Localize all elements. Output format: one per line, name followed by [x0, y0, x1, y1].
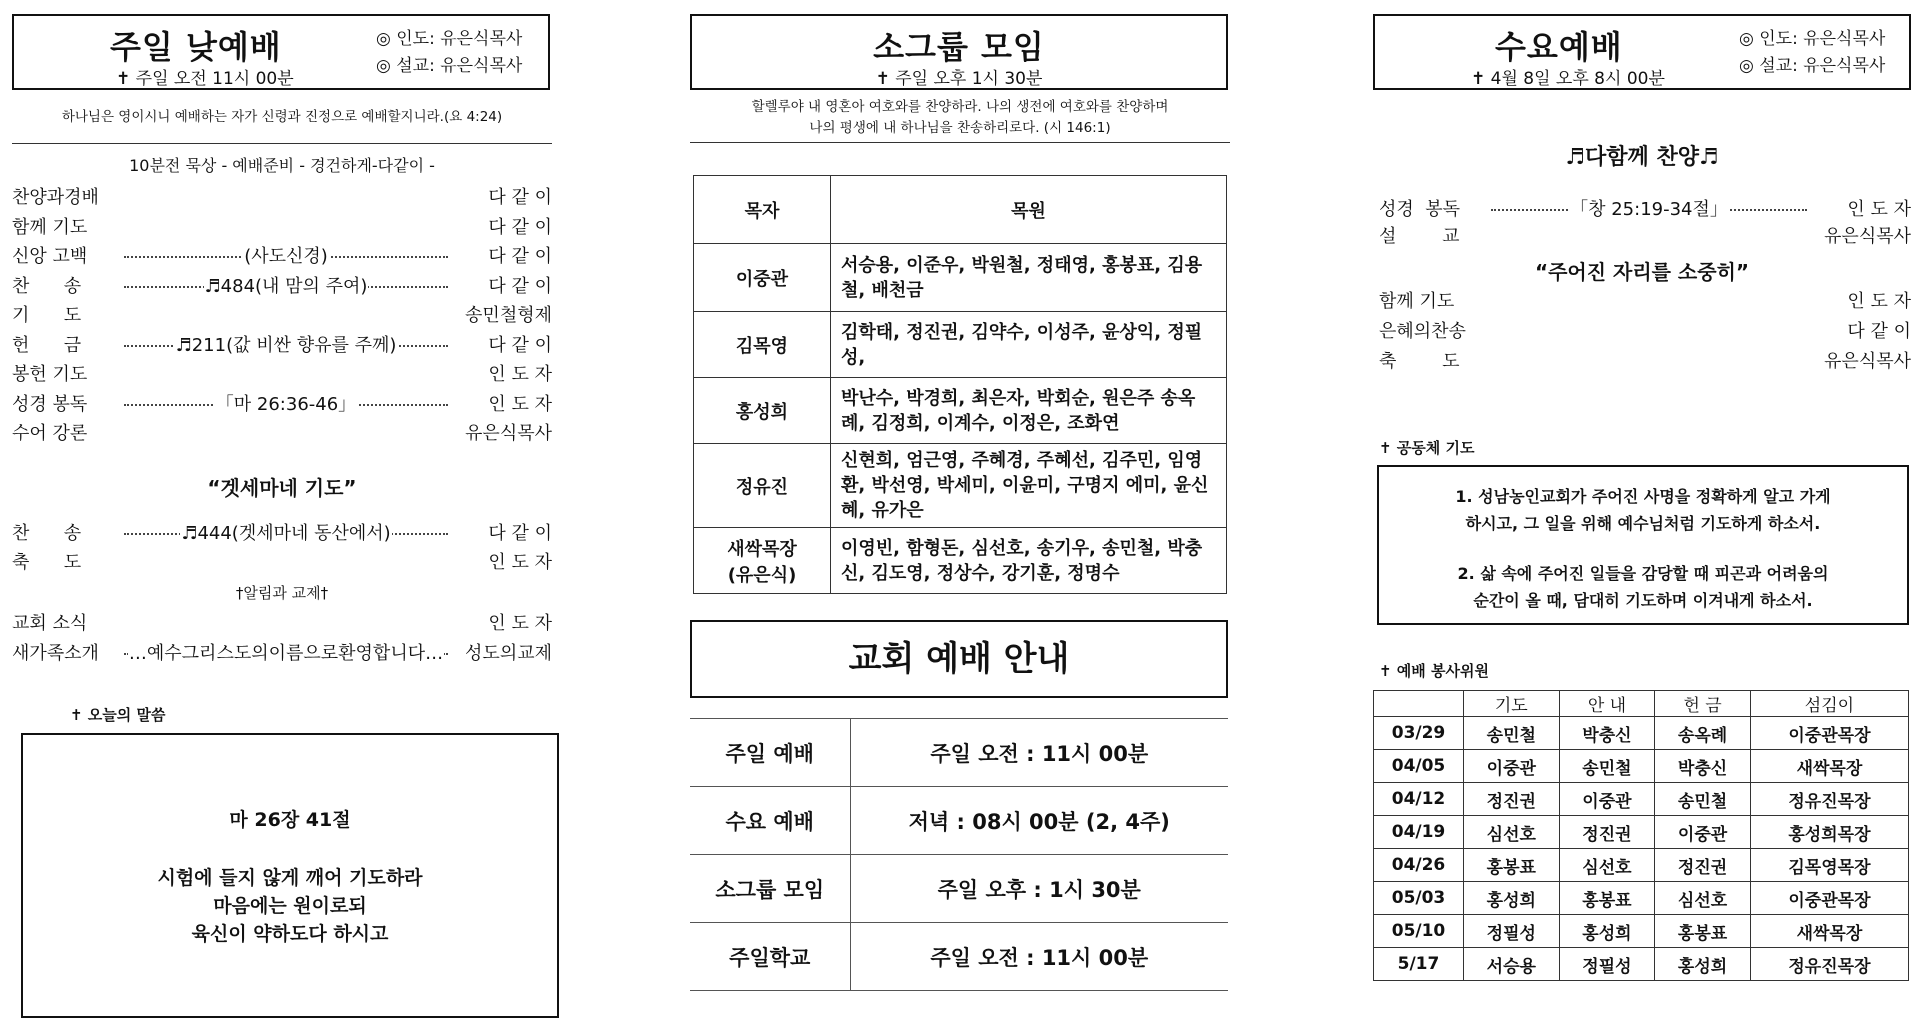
serve-cell: 홍성희: [1559, 915, 1655, 948]
guide-row: [690, 719, 1228, 787]
sunday-title: 주일 낮예배: [110, 28, 282, 66]
sunday-order-row: [12, 330, 552, 358]
serve-header-cell: 섬김이: [1750, 691, 1908, 717]
serve-header-cell: 헌 금: [1655, 691, 1751, 717]
guide-value: 주일 오전 : 11시 00분: [850, 719, 1228, 787]
col-leader-header: 목자: [694, 176, 831, 244]
serve-cell: 정진권: [1559, 816, 1655, 849]
sunday-order-leader-dots: [124, 390, 448, 416]
wednesday-order-list-1: [1379, 194, 1911, 254]
serve-label: ✝ 예배 봉사위원: [1379, 662, 1489, 680]
guide-label: 주일 예배: [690, 719, 850, 787]
wednesday-order-list-2: [1379, 286, 1911, 376]
prayer-line-3: 2. 삶 속에 주어진 일들을 감당할 때 피곤과 어려움의: [1457, 564, 1829, 583]
serve-header-cell: 기도: [1464, 691, 1560, 717]
sunday-order-item-content: (사도신경): [244, 246, 328, 267]
sunday-order-row: [12, 241, 552, 269]
prayer-line-1: 1. 성남농인교회가 주어진 사명을 정확하게 알고 가게: [1455, 487, 1831, 506]
group-members: 김학태, 정진권, 김약수, 이성주, 윤상익, 정필성,: [831, 312, 1227, 378]
col-members-header: 목원: [831, 176, 1227, 244]
word-line-3: 육신이 약하도다 하시고: [191, 923, 389, 945]
serve-cell: 이중관목장: [1750, 717, 1908, 750]
sunday-order-item-person: 인 도 자: [488, 552, 552, 573]
group-members: 이영빈, 함형돈, 심선호, 송기우, 송민철, 박충신, 김도영, 정상수, 강기훈, 정명수: [831, 528, 1227, 594]
wed-order-item-name: 축 도: [1379, 351, 1460, 372]
wednesday-preacher: ◎ 설교: 유은식목사: [1739, 56, 1886, 76]
wed-order-item-name: 은혜의찬송: [1379, 321, 1466, 342]
sunday-order-item-person: 다 같 이: [488, 246, 552, 267]
serve-header-cell: [1374, 691, 1464, 717]
wednesday-time: ✝ 4월 8일 오후 8시 00분: [1471, 69, 1665, 89]
wednesday-leader: ◎ 인도: 유은식목사: [1739, 29, 1886, 49]
serve-table-body: [1374, 717, 1909, 981]
sunday-order-item-person: 다 같 이: [488, 216, 552, 238]
serve-cell: 송민철: [1464, 717, 1560, 750]
smallgroup-row: [694, 378, 1227, 444]
serve-cell: 송민철: [1559, 750, 1655, 783]
smallgroup-table: [693, 175, 1227, 594]
sunday-order-item-content: 「마 26:36-46」: [215, 393, 357, 415]
smallgroup-verse-1: 할렐루야 내 영혼아 여호와를 찬양하라. 나의 생전에 여호와를 찬양하며: [751, 99, 1169, 115]
sunday-order-item-content: ♬211(값 비싼 향유를 주께): [175, 334, 397, 356]
serve-cell: 박충신: [1655, 750, 1751, 783]
sunday-order-item-person: 인 도 자: [488, 613, 552, 634]
serve-cell: 04/05: [1374, 750, 1464, 783]
group-members: 서승용, 이준우, 박원철, 정태영, 홍봉표, 김용철, 배천금: [831, 244, 1227, 312]
wed-order-row: [1379, 194, 1911, 222]
prayer-line-2: 하시고, 그 일을 위해 예수님처럼 기도하게 하소서.: [1465, 514, 1821, 533]
serve-cell: 새싹목장: [1750, 750, 1908, 783]
sunday-order-leader-dots: [124, 519, 448, 545]
wednesday-header-box: [1373, 14, 1911, 90]
serve-row: [1374, 717, 1909, 750]
guide-row: [690, 855, 1228, 923]
serve-header-cell: 안 내: [1559, 691, 1655, 717]
serve-row: [1374, 882, 1909, 915]
word-ref: 마 26장 41절: [229, 809, 351, 831]
sunday-order-item-content: …예수그리스도의이름으로환영합니다…: [128, 643, 444, 664]
serve-cell: 04/19: [1374, 816, 1464, 849]
serve-cell: 이중관: [1559, 783, 1655, 816]
sunday-order-row: [12, 418, 552, 446]
sunday-order-item-person: 인 도 자: [488, 364, 552, 385]
wed-order-item-person: 다 같 이: [1847, 321, 1911, 342]
sunday-order-item-name: 축 도: [12, 552, 82, 573]
smallgroup-row: [694, 312, 1227, 378]
wed-order-item-name: 함께 기도: [1379, 291, 1455, 312]
sunday-order-item-person: 송민철형제: [465, 305, 552, 326]
group-leader: 정유진: [694, 444, 831, 528]
smallgroup-table-header: [694, 176, 1227, 244]
wednesday-sermon-title: “주어진 자리를 소중히”: [1534, 260, 1750, 284]
serve-cell: 정유진목장: [1750, 948, 1908, 981]
serve-cell: 김목영목장: [1750, 849, 1908, 882]
guide-table: [690, 718, 1228, 991]
sunday-order-leader-dots: [124, 639, 448, 665]
prayer-line-4: 순간이 올 때, 담대히 기도하며 이겨내게 하소서.: [1473, 591, 1813, 610]
sunday-preacher: ◎ 설교: 유은식목사: [376, 56, 523, 76]
serve-row: [1374, 750, 1909, 783]
wed-order-item-content: 「창 25:19-34절」: [1570, 199, 1728, 220]
sunday-order-item-name: 기 도: [12, 305, 82, 326]
serve-cell: 홍봉표: [1464, 849, 1560, 882]
sunday-order-row: [12, 518, 552, 546]
prayer-box: [1377, 465, 1909, 625]
group-members: 박난수, 박경희, 최은자, 박회순, 원은주 송옥례, 김정희, 이계수, 이정은, 조화연: [831, 378, 1227, 444]
sunday-order-item-name: 수어 강론: [12, 423, 88, 444]
sunday-order-row: [12, 300, 552, 328]
sunday-order-item-name: 찬 송: [12, 523, 82, 544]
serve-cell: 5/17: [1374, 948, 1464, 981]
serve-cell: 홍봉표: [1655, 915, 1751, 948]
serve-cell: 홍성희: [1655, 948, 1751, 981]
sunday-order-row: [12, 359, 552, 387]
wed-order-row: [1379, 346, 1911, 374]
serve-cell: 송민철: [1655, 783, 1751, 816]
wednesday-title: 수요예배: [1495, 28, 1623, 66]
sunday-order-row: [12, 638, 552, 666]
wed-order-row: [1379, 286, 1911, 314]
serve-cell: 심선호: [1655, 882, 1751, 915]
guide-table-body: [690, 719, 1228, 991]
sunday-order-row: [12, 608, 552, 636]
serve-row: [1374, 849, 1909, 882]
serve-cell: 심선호: [1559, 849, 1655, 882]
guide-value: 주일 오후 : 1시 30분: [850, 855, 1228, 923]
group-leader: 이중관: [694, 244, 831, 312]
serve-cell: 정필성: [1464, 915, 1560, 948]
serve-cell: 정유진목장: [1750, 783, 1908, 816]
sunday-header-box: [12, 14, 550, 90]
sunday-order-item-name: 함께 기도: [12, 216, 88, 238]
serve-cell: 정진권: [1464, 783, 1560, 816]
guide-row: [690, 787, 1228, 855]
sunday-order-item-name: 새가족소개: [12, 643, 99, 664]
serve-cell: 정필성: [1559, 948, 1655, 981]
sunday-verse: 하나님은 영이시니 예배하는 자가 신령과 진정으로 예배할지니라.(요 4:24): [61, 109, 503, 125]
sunday-order-list-1: [12, 182, 552, 452]
guide-title: 교회 예배 안내: [848, 639, 1070, 679]
sunday-order-leader-dots: [124, 331, 448, 357]
wed-order-item-name: 성경 봉독: [1379, 199, 1460, 220]
sunday-order-item-name: 봉헌 기도: [12, 364, 88, 385]
smallgroup-table-body: [694, 244, 1227, 594]
smallgroup-title: 소그룹 모임: [873, 28, 1045, 66]
smallgroup-header-box: [690, 14, 1228, 90]
group-members: 신현희, 엄근영, 주혜경, 주혜선, 김주민, 임영환, 박선영, 박세미, 이윤미, 구명지 에미, 윤신혜, 유가은: [831, 444, 1227, 528]
sunday-order-leader-dots: [124, 242, 448, 268]
serve-cell: 이중관: [1464, 750, 1560, 783]
serve-row: [1374, 948, 1909, 981]
todays-word-box: [21, 733, 559, 1018]
sunday-order-item-content: ♬484(내 맘의 주여): [204, 275, 368, 297]
sunday-order-item-person: 다 같 이: [488, 523, 552, 544]
sunday-order-list-2: [12, 518, 552, 578]
smallgroup-time: ✝ 주일 오후 1시 30분: [875, 69, 1043, 89]
sunday-order-item-person: 다 같 이: [488, 187, 552, 208]
serve-table: [1373, 690, 1909, 981]
wed-order-row: [1379, 316, 1911, 344]
wed-order-row: [1379, 221, 1911, 249]
sunday-order-item-name: 찬 송: [12, 275, 82, 297]
guide-row: [690, 923, 1228, 991]
smallgroup-divider: [690, 142, 1230, 143]
serve-cell: 이중관: [1655, 816, 1751, 849]
serve-cell: 정진권: [1655, 849, 1751, 882]
serve-cell: 홍성희: [1464, 882, 1560, 915]
sunday-time: ✝ 주일 오전 11시 00분: [116, 69, 294, 89]
serve-cell: 이중관목장: [1750, 882, 1908, 915]
todays-word-label: ✝ 오늘의 말씀: [58, 704, 177, 731]
sunday-order-item-content: ♬444(겟세마네 동산에서): [181, 523, 391, 544]
serve-cell: 05/03: [1374, 882, 1464, 915]
guide-label: 주일학교: [690, 923, 850, 991]
sunday-order-item-name: 교회 소식: [12, 613, 88, 634]
guide-label: 소그룹 모임: [690, 855, 850, 923]
group-leader: 김목영: [694, 312, 831, 378]
sunday-order-list-3: [12, 608, 552, 668]
sunday-order-item-name: 찬양과경배: [12, 187, 99, 208]
smallgroup-verse-2: 나의 평생에 내 하나님을 찬송하리로다. (시 146:1): [809, 120, 1111, 136]
serve-cell: 송옥례: [1655, 717, 1751, 750]
word-line-2: 마음에는 원이로되: [213, 895, 367, 917]
serve-cell: 04/12: [1374, 783, 1464, 816]
wed-order-item-person: 유은식목사: [1824, 351, 1911, 372]
guide-title-box: [690, 620, 1228, 698]
sunday-prep: 10분전 묵상 - 예배준비 - 경건하게-다같이 -: [129, 156, 435, 175]
sunday-divider: [12, 143, 552, 144]
wednesday-praise: ♬다함께 찬양♬: [1565, 145, 1719, 170]
guide-value: 주일 오전 : 11시 00분: [850, 923, 1228, 991]
sunday-order-row: [12, 212, 552, 240]
wed-order-item-name: 설 교: [1379, 226, 1460, 247]
wed-order-item-person: 인 도 자: [1847, 291, 1911, 312]
group-leader: 새싹목장 (유은식): [694, 528, 831, 594]
serve-cell: 홍봉표: [1559, 882, 1655, 915]
serve-cell: 서승용: [1464, 948, 1560, 981]
sunday-order-item-person: 성도의교제: [465, 643, 552, 664]
sunday-order-item-name: 헌 금: [12, 334, 82, 356]
sunday-order-item-person: 유은식목사: [465, 423, 552, 444]
sunday-order-item-name: 성경 봉독: [12, 393, 88, 415]
serve-cell: 박충신: [1559, 717, 1655, 750]
wed-order-item-person: 인 도 자: [1847, 199, 1911, 220]
group-leader: 홍성희: [694, 378, 831, 444]
wed-order-item-person: 유은식목사: [1824, 226, 1911, 247]
sunday-leader: ◎ 인도: 유은식목사: [376, 29, 523, 49]
guide-value: 저녁 : 08시 00분 (2, 4주): [850, 787, 1228, 855]
serve-row: [1374, 915, 1909, 948]
wed-order-leader-dots: [1491, 195, 1807, 221]
serve-row: [1374, 783, 1909, 816]
serve-cell: 심선호: [1464, 816, 1560, 849]
sunday-order-row: [12, 182, 552, 210]
sunday-order-item-person: 인 도 자: [488, 393, 552, 415]
sunday-order-leader-dots: [124, 272, 448, 298]
serve-cell: 05/10: [1374, 915, 1464, 948]
sunday-order-row: [12, 547, 552, 575]
serve-cell: 홍성희목장: [1750, 816, 1908, 849]
serve-table-header: [1374, 691, 1909, 717]
sunday-announce: †알림과 교제†: [235, 584, 329, 602]
serve-cell: 04/26: [1374, 849, 1464, 882]
smallgroup-row: [694, 444, 1227, 528]
smallgroup-row: [694, 244, 1227, 312]
serve-row: [1374, 816, 1909, 849]
serve-cell: 새싹목장: [1750, 915, 1908, 948]
sunday-sermon-title: “겟세마네 기도”: [207, 476, 357, 500]
sunday-order-item-person: 다 같 이: [488, 275, 552, 297]
word-line-1: 시험에 들지 않게 깨어 기도하라: [157, 867, 423, 889]
serve-cell: 03/29: [1374, 717, 1464, 750]
smallgroup-row: [694, 528, 1227, 594]
sunday-order-item-name: 신앙 고백: [12, 246, 88, 267]
guide-label: 수요 예배: [690, 787, 850, 855]
sunday-order-item-person: 다 같 이: [488, 334, 552, 356]
sunday-order-row: [12, 271, 552, 299]
prayer-label: ✝ 공동체 기도: [1379, 439, 1475, 457]
sunday-order-row: [12, 389, 552, 417]
